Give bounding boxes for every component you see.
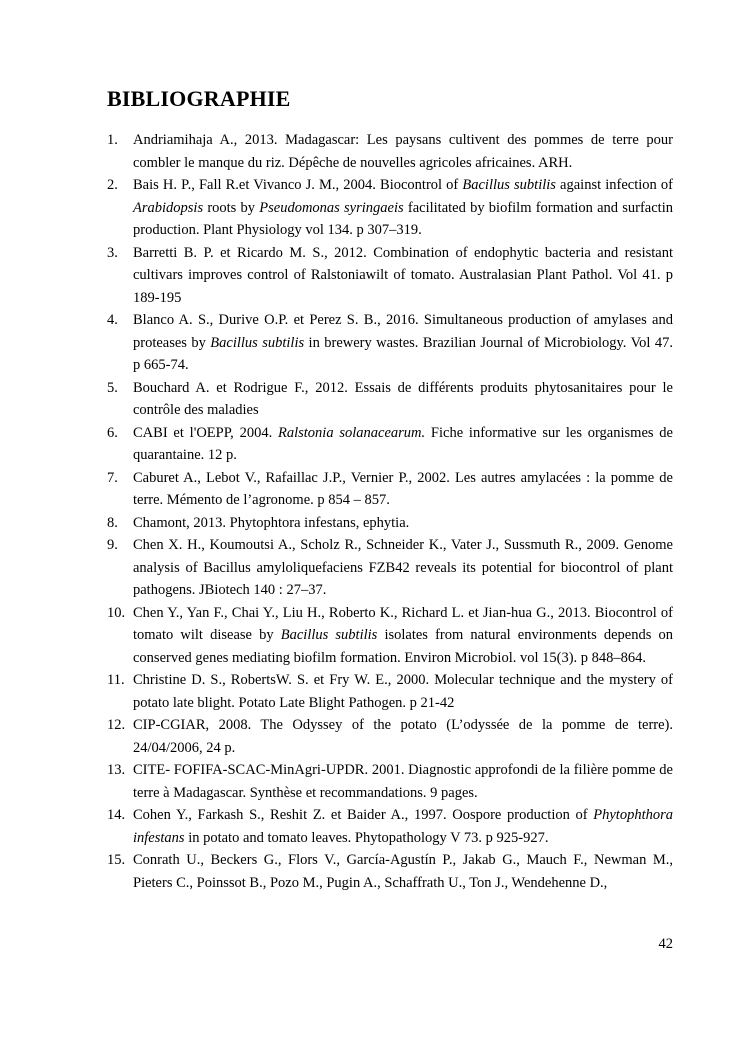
entry-text [133,605,673,666]
text-segment: Christine D. S., RobertsW. S. et Fry W. E., 2000. Molecular technique and the mystery of potato late blight. Potato Late Blight Pathogen. p 21-42 [133,672,673,711]
text-segment: Andriamihaja A., 2013. Madagascar: Les paysans cultivent des pommes de terre pour combler le manque du riz. Dépêche de nouvelles agricoles africaines. ARH. [133,132,673,171]
text-segment: isolates from natural environments depends on conserved genes mediating biofilm formation. Environ Microbiol. vol 15(3). p 848–864. [133,627,674,666]
text-segment: in brewery wastes. Brazilian Journal of Microbiology. Vol 47. p 665-74. [133,334,674,373]
entry-text [133,852,673,891]
text-segment: Cohen Y., Farkash S., Reshit Z. et Baider A., 1997. Oospore production of [133,807,594,823]
entry-number: 14. [107,807,126,823]
bibliography-entry [107,467,673,512]
text-segment: against infection of [555,177,673,193]
bibliography-entry [107,309,673,377]
entry-number: 9. [107,537,118,553]
bibliography-entry [107,377,673,422]
text-segment: CIP-CGIAR, 2008. The Odyssey of the potato (L’odyssée de la pomme de terre). 24/04/2006, 24 p. [133,717,673,756]
entry-number: 12. [107,717,126,733]
bibliography-entry [107,512,673,535]
bibliography-entry [107,804,673,849]
entry-text [133,672,673,711]
entry-text [133,537,673,598]
italic-text: Bacillus subtilis [210,334,305,351]
text-segment: Caburet A., Lebot V., Rafaillac J.P., Vernier P., 2002. Les autres amylacées : la pomme de terre. Mémento de l’agronome. p 854 – 857. [133,469,673,508]
text-segment: Fiche informative sur les organismes de quarantaine. 12 p. [133,424,673,463]
entry-number: 6. [107,424,118,441]
entry-number: 7. [107,469,118,486]
bibliography-entry [107,174,673,242]
bibliography-entry [107,602,673,670]
entry-text [133,380,673,419]
bibliography-entry [107,242,673,310]
bibliography-entry [107,129,673,174]
text-segment: CITE- FOFIFA-SCAC-MinAgri-UPDR. 2001. Diagnostic approfondi de la filière pomme de terre à Madagascar. Synthèse et recommandations. 9 pages. [133,762,673,801]
page-title: BIBLIOGRAPHIE [107,86,291,111]
entry-text [133,132,673,171]
text-segment: in potato and tomato leaves. Phytopathology V 73. p 925-927. [184,829,549,846]
page-number: 42 [658,936,673,952]
text-segment: Blanco A. S., Durive O.P. et Perez S. B., 2016. Simultaneous production of amylases and proteases by [133,312,673,351]
text-segment: Chen X. H., Koumoutsi A., Scholz R., Schneider K., Vater J., Sussmuth R., 2009. Genome analysis of Bacillus amyloliquefaciens FZB42 reveals its potential for biocontrol of plant pathogens. JBiotech 140 : 27–37. [133,537,673,598]
entry-number: 10. [107,604,126,621]
entry-number: 15. [107,852,126,868]
entry-text [133,177,673,238]
italic-text: Arabidopsis [133,199,204,216]
text-segment: Barretti B. P. et Ricardo M. S., 2012. Combination of endophytic bacteria and resistant cultivars improves control of Ralstoniawilt of tomato. Australasian Plant Pathol. Vol 41. p 189-195 [133,244,673,306]
bibliography-list [107,129,673,894]
text-segment: Conrath U., Beckers G., Flors V., García-Agustín P., Jakab G., Mauch F., Newman M., Pieters C., Poinssot B., Pozo M., Pugin A., Schaffrath U., Ton J., Wendehenne D., [133,852,673,891]
text-segment: CABI et l'OEPP, 2004. [133,424,278,441]
entry-text [133,312,673,373]
italic-text: Bacillus subtilis [462,177,556,193]
entry-number: 13. [107,762,126,778]
entry-text [133,807,673,846]
italic-text: Pseudomonas syringaeis [259,199,404,216]
text-segment: Bais H. P., Fall R.et Vivanco J. M., 2004. Biocontrol of [133,177,463,193]
bibliography-entry [107,759,673,804]
bibliography-entry [107,669,673,714]
entry-number: 4. [107,312,118,328]
text-segment: facilitated by biofilm formation and surfactin production. Plant Physiology vol 134. p 307–319. [133,199,673,238]
entry-number: 3. [107,244,118,261]
bibliography-entry [107,849,673,894]
entry-number: 11. [107,672,125,688]
text-segment: Chamont, 2013. Phytophtora infestans, ephytia. [133,514,410,531]
text-segment: roots by [203,199,260,216]
italic-text: Phytophthora infestans [133,807,673,846]
bibliography-entry [107,534,673,602]
entry-text [133,717,673,756]
italic-text: Ralstonia solanacearum. [277,424,426,441]
entry-number: 5. [107,379,118,396]
entry-text [133,425,673,464]
entry-number: 8. [107,514,118,531]
entry-text [133,470,673,509]
bibliography-entry [107,714,673,759]
bibliography-entry [107,422,673,467]
text-segment: Chen Y., Yan F., Chai Y., Liu H., Roberto K., Richard L. et Jian-hua G., 2013. Biocontrol of tomato wilt disease by [133,604,673,643]
entry-text [133,515,409,531]
entry-number: 1. [107,132,118,148]
entry-text [133,762,673,801]
entry-text [133,245,673,306]
italic-text: Bacillus subtilis [280,627,378,643]
entry-number: 2. [107,177,118,193]
text-segment: Bouchard A. et Rodrigue F., 2012. Essais de différents produits phytosanitaires pour le contrôle des maladies [133,379,673,418]
